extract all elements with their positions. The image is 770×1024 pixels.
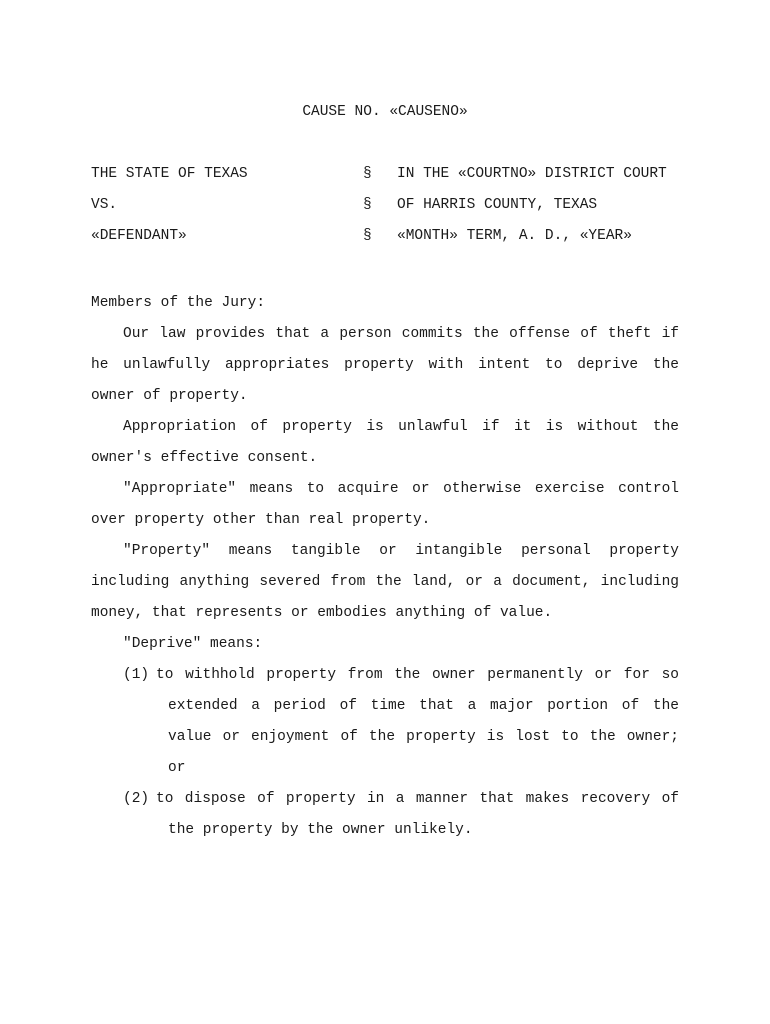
list-item	[91, 660, 679, 784]
case-caption	[91, 164, 679, 257]
salutation: Members of the Jury:	[91, 295, 266, 311]
paragraph-appropriate-definition: "Appropriate" means to acquire or otherwise exercise control over property other than real property.	[91, 481, 679, 528]
list-item-text	[156, 784, 679, 846]
paragraph-property-definition: "Property" means tangible or intangible personal property including anything severed from the land, or a document, including money, that represents or embodies anything of value.	[91, 543, 679, 621]
paragraph-deprive-heading: "Deprive" means:	[123, 636, 263, 652]
section-symbol: §	[363, 166, 372, 182]
paragraph-unlawful-appropriation: Appropriation of property is unlawful if it is without the owner's effective consent.	[91, 419, 679, 466]
list-item-text	[156, 660, 679, 784]
caption-right: OF HARRIS COUNTY, TEXAS	[397, 197, 598, 213]
section-symbol: §	[363, 197, 372, 213]
caption-left: «DEFENDANT»	[91, 228, 187, 244]
jury-charge-body	[91, 288, 679, 846]
list-item	[91, 784, 679, 846]
section-symbol: §	[363, 228, 372, 244]
caption-right: «MONTH» TERM, A. D., «YEAR»	[397, 228, 632, 244]
list-item-text-body: to dispose of property in a manner that makes recovery of the property by the owner unlikely.	[156, 791, 679, 838]
caption-left: VS.	[91, 197, 118, 213]
caption-row	[91, 226, 679, 257]
list-item-number: (2)	[123, 791, 150, 807]
list-item-number: (1)	[123, 667, 150, 683]
cause-number-title: CAUSE NO. «CAUSENO»	[302, 104, 468, 120]
caption-row	[91, 164, 679, 195]
caption-row	[91, 195, 679, 226]
list-item-text-body: to withhold property from the owner permanently or for so extended a period of time that a major portion of the value or enjoyment of the property is lost to the owner; or	[156, 667, 679, 776]
caption-right: IN THE «COURTNO» DISTRICT COURT	[397, 166, 667, 182]
caption-left: THE STATE OF TEXAS	[91, 166, 248, 182]
paragraph-theft-definition: Our law provides that a person commits the offense of theft if he unlawfully appropriates property with intent to deprive the owner of property.	[91, 326, 679, 404]
